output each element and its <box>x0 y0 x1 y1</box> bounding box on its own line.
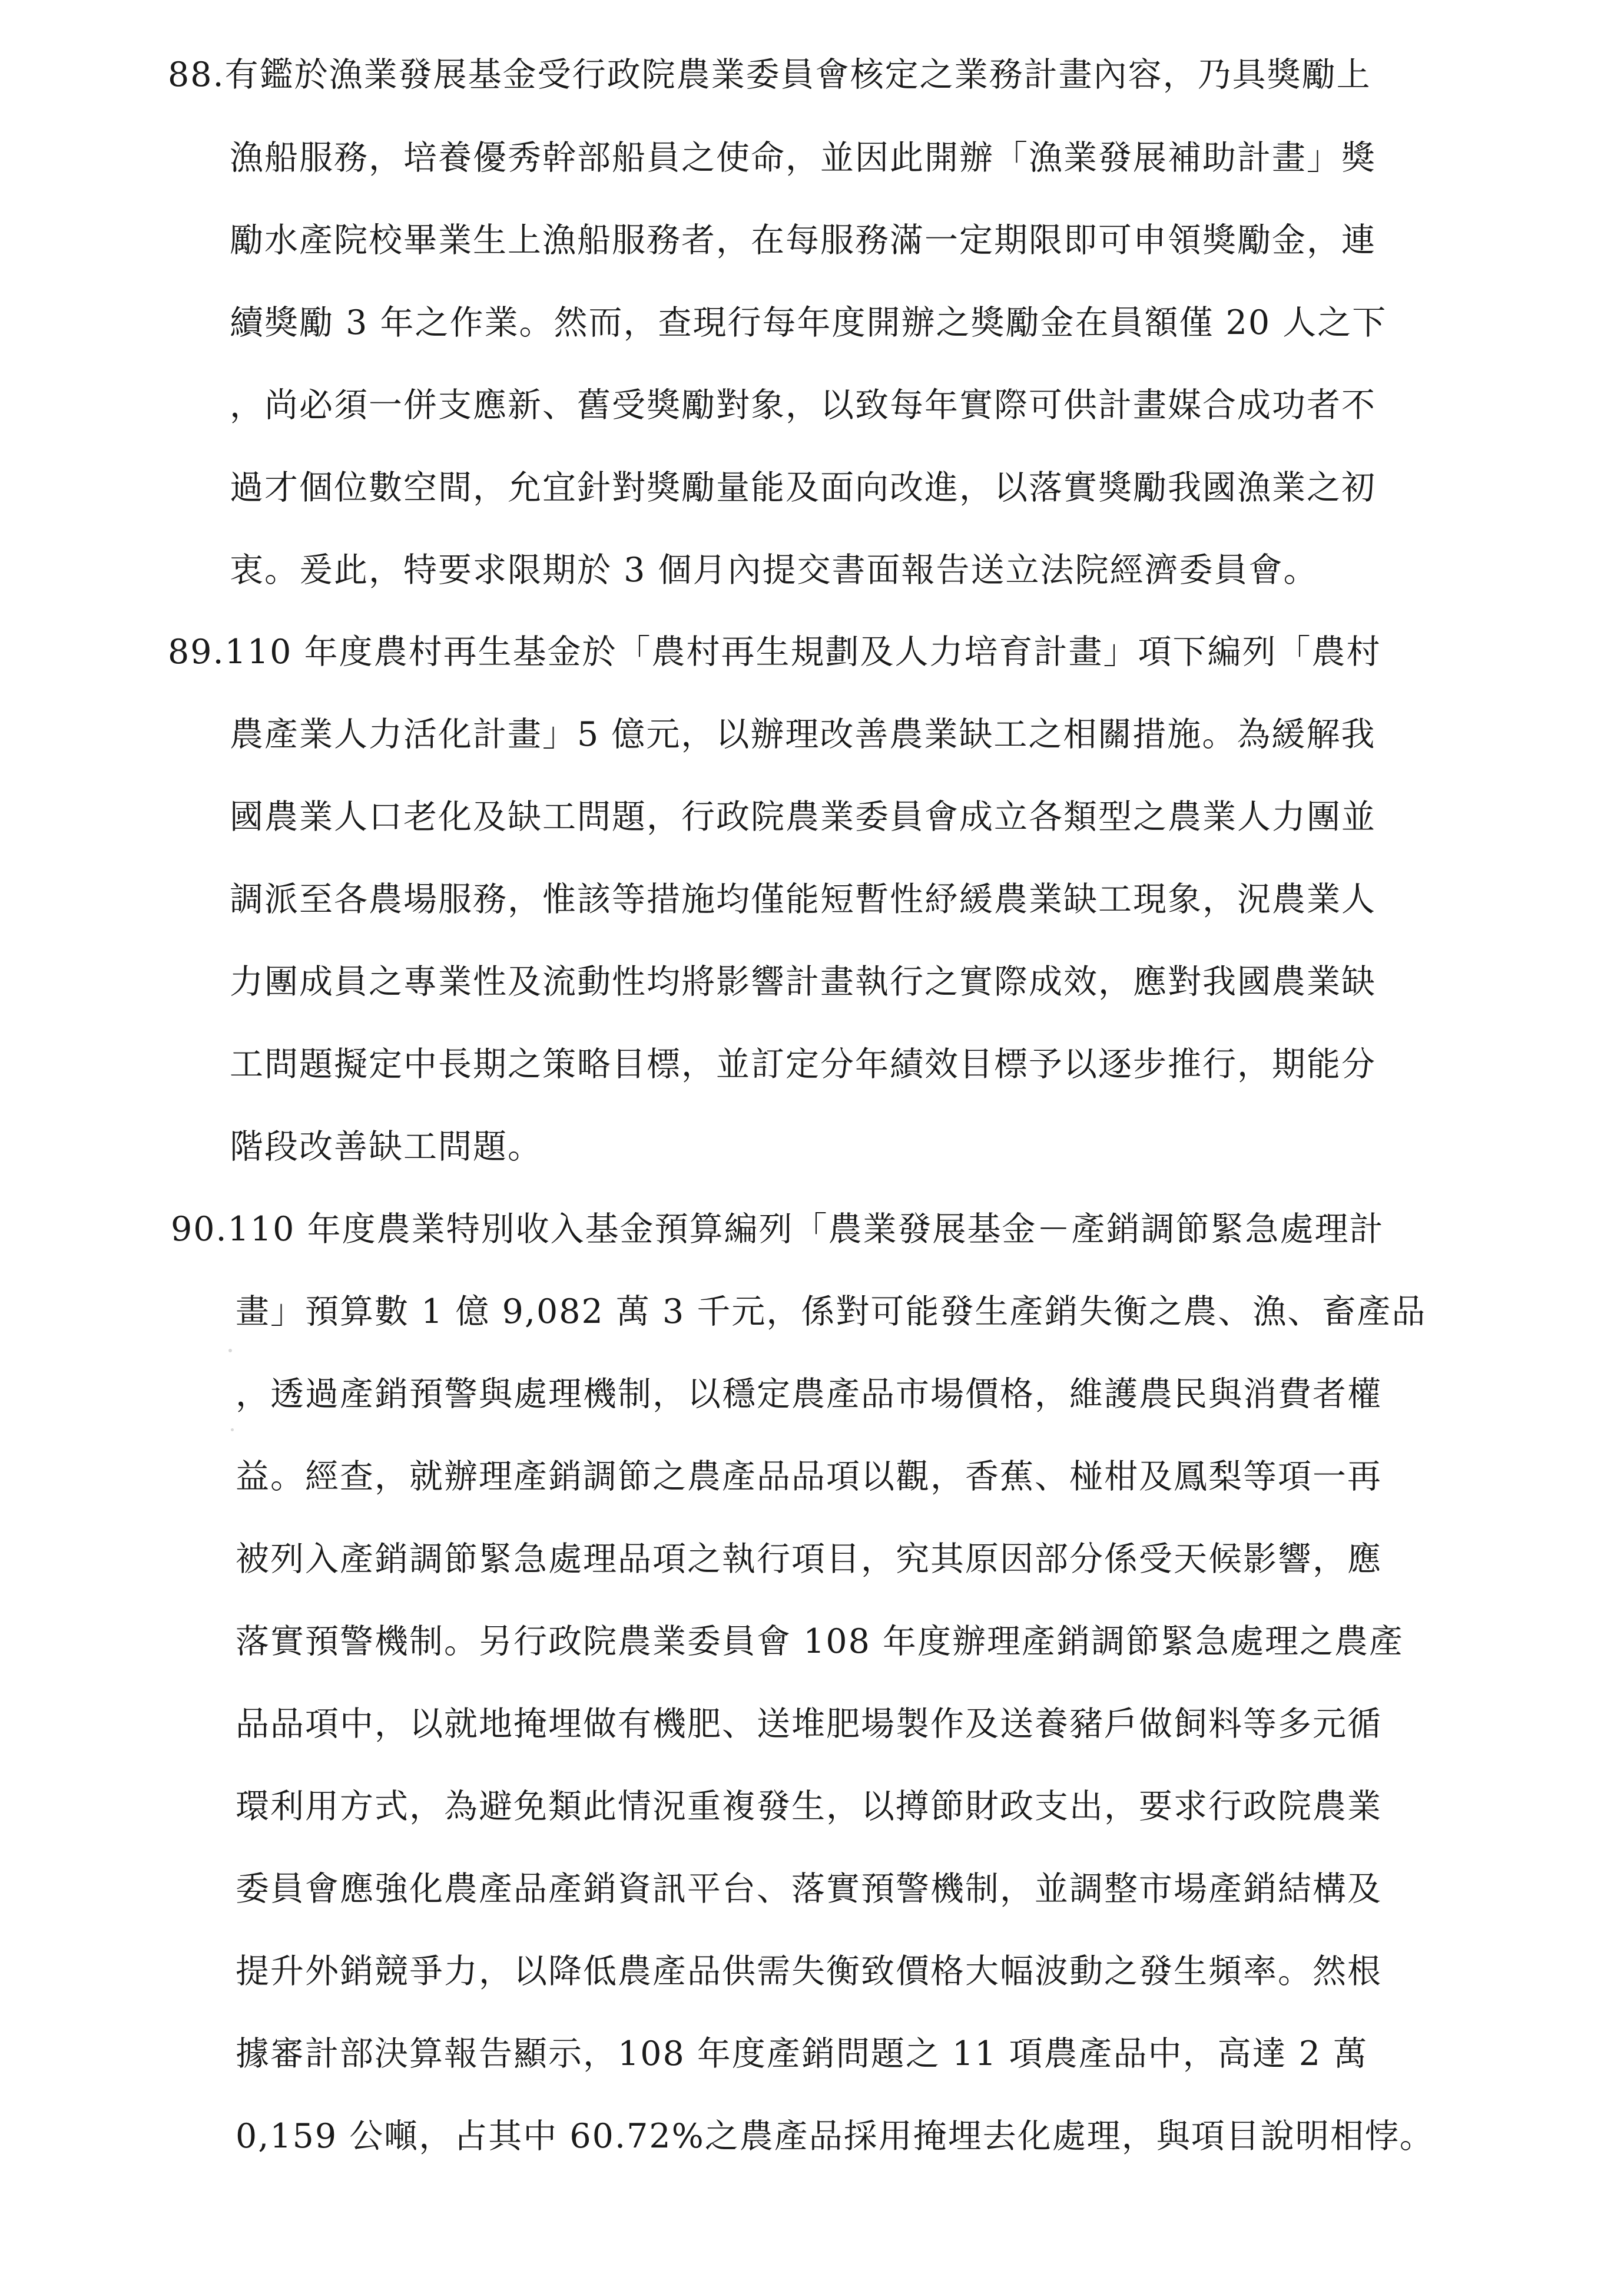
paragraph-line: 90.110 年度農業特別收入基金預算編列「農業發展基金－產銷調節緊急處理計 <box>171 1210 1384 1249</box>
paragraph-line: 環利用方式，為避免類此情況重複發生，以撙節財政支出，要求行政院農業 <box>236 1787 1382 1826</box>
paragraph-line: 勵水產院校畢業生上漁船服務者，在每服務滿一定期限即可申領獎勵金，連 <box>230 221 1376 260</box>
scan-speck <box>228 1349 232 1352</box>
paragraph-line: 88.有鑑於漁業發展基金受行政院農業委員會核定之業務計畫內容，乃具獎勵上 <box>168 55 1371 94</box>
paragraph-line: 階段改善缺工問題。 <box>230 1127 542 1166</box>
paragraph-line: 國農業人口老化及缺工問題，行政院農業委員會成立各類型之農業人力團並 <box>230 797 1376 836</box>
paragraph-line: 89.110 年度農村再生基金於「農村再生規劃及人力培育計畫」項下編列「農村 <box>168 633 1381 671</box>
paragraph-line: 工問題擬定中長期之策略目標，並訂定分年績效目標予以逐步推行，期能分 <box>230 1045 1376 1084</box>
paragraph-line: 續獎勵 3 年之作業。然而，查現行每年度開辦之獎勵金在員額僅 20 人之下 <box>230 303 1387 342</box>
paragraph-line: 品品項中，以就地掩埋做有機肥、送堆肥場製作及送養豬戶做飼料等多元循 <box>236 1705 1382 1743</box>
paragraph-line: 畫」預算數 1 億 9,082 萬 3 千元，係對可能發生產銷失衡之農、漁、畜產品 <box>236 1292 1427 1331</box>
paragraph-line: 0,159 公噸，占其中 60.72%之農產品採用掩埋去化處理，與項目說明相悖。 <box>236 2117 1434 2156</box>
paragraph-line: 漁船服務，培養優秀幹部船員之使命，並因此開辦「漁業發展補助計畫」獎 <box>230 138 1376 177</box>
paragraph-line: 委員會應強化農產品產銷資訊平台、落實預警機制，並調整市場產銷結構及 <box>236 1869 1382 1908</box>
paragraph-line: 落實預警機制。另行政院農業委員會 108 年度辦理產銷調節緊急處理之農產 <box>236 1622 1404 1661</box>
paragraph-line: 過才個位數空間，允宜針對獎勵量能及面向改進，以落實獎勵我國漁業之初 <box>230 468 1376 507</box>
paragraph-line: 據審計部決算報告顯示，108 年度產銷問題之 11 項農產品中，高達 2 萬 <box>236 2034 1368 2073</box>
paragraph-line: 農產業人力活化計畫」5 億元，以辦理改善農業缺工之相關措施。為緩解我 <box>230 715 1376 754</box>
paragraph-line: ，尚必須一併支應新、舊受獎勵對象，以致每年實際可供計畫媒合成功者不 <box>230 386 1376 425</box>
paragraph-line: 益。經查，就辦理產銷調節之農產品品項以觀，香蕉、椪柑及鳳梨等項一再 <box>236 1457 1382 1496</box>
paragraph-line: 衷。爰此，特要求限期於 3 個月內提交書面報告送立法院經濟委員會。 <box>230 551 1318 590</box>
paragraph-line: 提升外銷競爭力，以降低農產品供需失衡致價格大幅波動之發生頻率。然根 <box>236 1952 1382 1991</box>
paragraph-line: 被列入產銷調節緊急處理品項之執行項目，究其原因部分係受天候影響，應 <box>236 1540 1382 1579</box>
scan-speck <box>231 1428 234 1431</box>
paragraph-line: 調派至各農場服務，惟該等措施均僅能短暫性紓緩農業缺工現象，況農業人 <box>230 880 1376 919</box>
paragraph-line: ，透過產銷預警與處理機制，以穩定農產品市場價格，維護農民與消費者權 <box>236 1375 1382 1414</box>
paragraph-line: 力團成員之專業性及流動性均將影響計畫執行之實際成效，應對我國農業缺 <box>230 962 1376 1001</box>
